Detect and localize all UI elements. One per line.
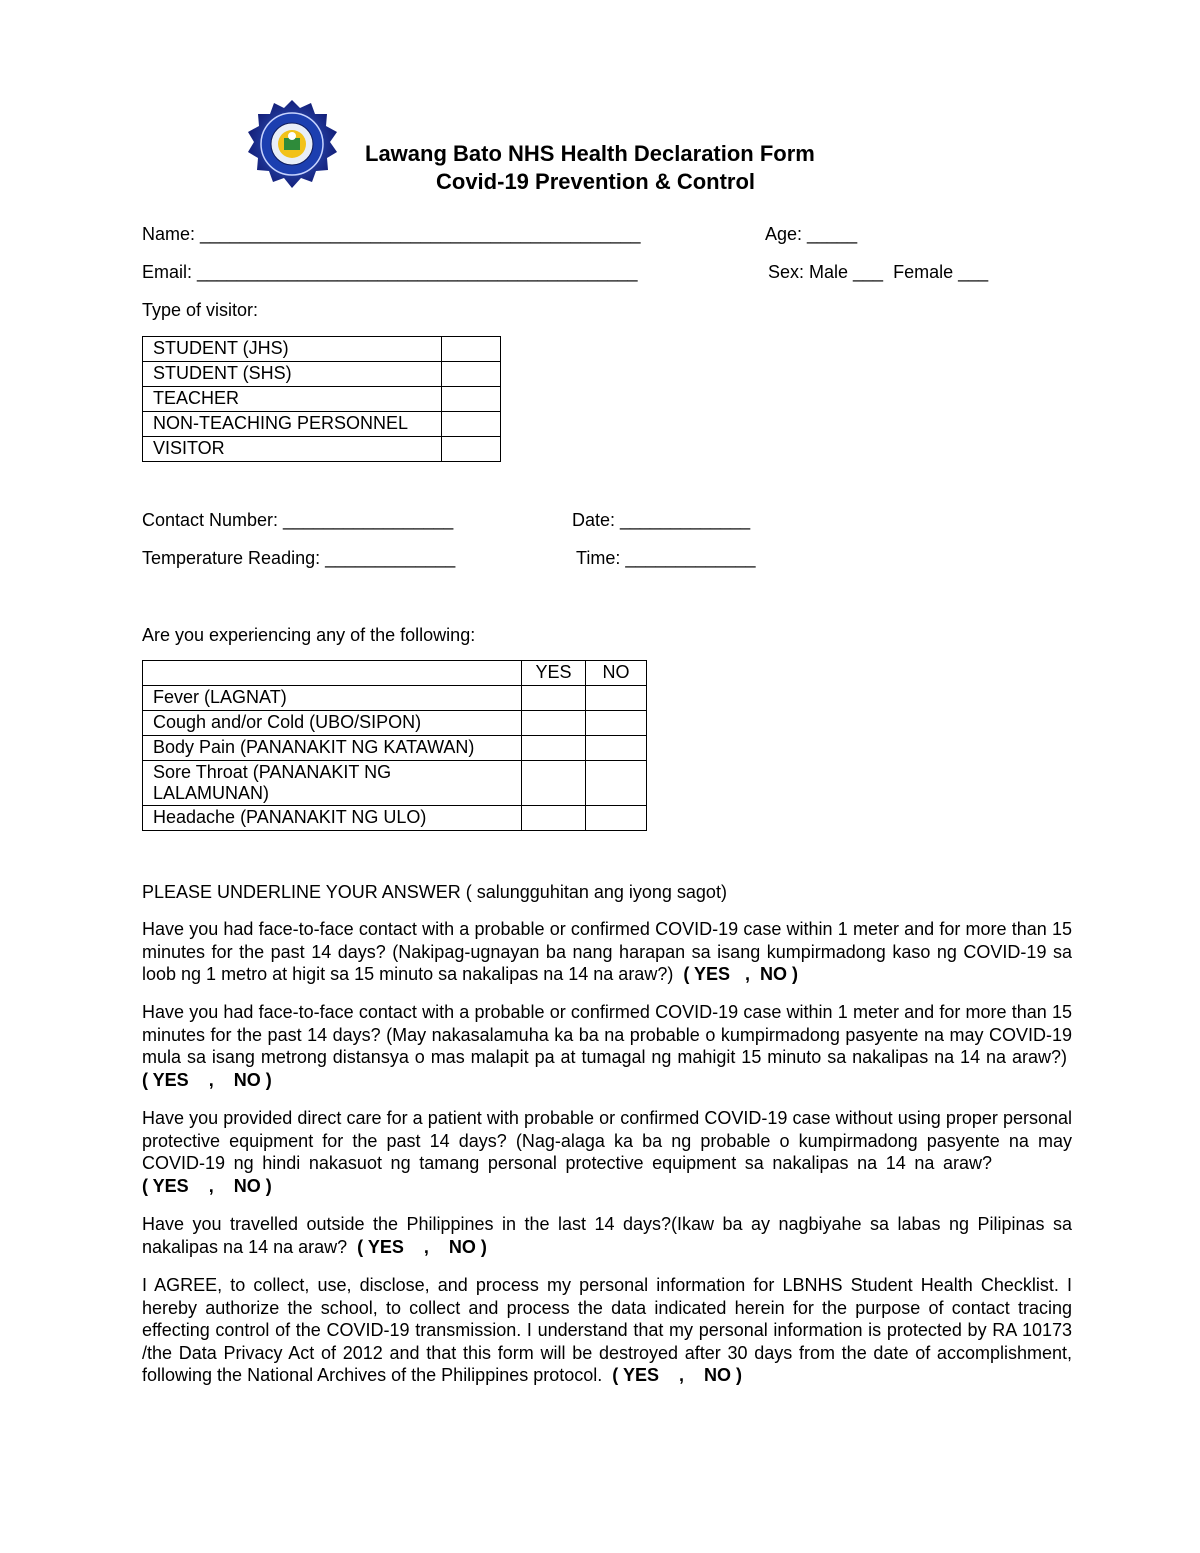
no-cell[interactable] [586,806,647,831]
no-cell[interactable] [586,761,647,806]
header-empty-cell [143,661,522,686]
yes-cell[interactable] [522,711,586,736]
table-row [143,362,501,387]
visitor-type-checkbox-cell[interactable] [442,412,501,437]
table-row [143,387,501,412]
symptom-label: Headache (PANANAKIT NG ULO) [143,806,522,831]
visitor-type-label: VISITOR [143,437,442,462]
question-text: Have you had face-to-face contact with a probable or confirmed COVID-19 case within 1 meter and for more than 15 minutes for the past 14 days? (Nakipag-ugnayan ba nang harapan sa isang kumpirmadong kaso ng COVID-19 sa loob ng 1 metro at higit sa 15 minuto sa nakalipas na 14 na araw?) [142,919,1072,984]
time-field[interactable]: Time: _____________ [576,548,756,568]
no-column-header: NO [586,661,647,686]
yes-cell[interactable] [522,736,586,761]
question-1 [142,918,1072,986]
email-field[interactable]: Email: ____________________________________________ [142,262,638,282]
question-text: Have you travelled outside the Philippines in the last 14 days?(Ikaw ba ay nagbiyahe sa labas ng Pilipinas sa nakalipas na 14 na araw? [142,1214,1072,1257]
name-field[interactable]: Name: ____________________________________________ [142,224,641,244]
visitor-type-label: STUDENT (SHS) [143,362,442,387]
symptom-label: Body Pain (PANANAKIT NG KATAWAN) [143,736,522,761]
table-row [143,337,501,362]
no-cell[interactable] [586,686,647,711]
form-subtitle: Covid-19 Prevention & Control [436,169,756,194]
question-text: Have you provided direct care for a patient with probable or confirmed COVID-19 case without using proper personal protective equipment for the past 14 days? (Nag-alaga ka ba ng probable o kumpirmadong pasyente na may COVID-19 ng hindi nakasuot ng tamang personal protective equipment sa nakalipas na 14 na araw? [142,1108,1072,1173]
yes-no-answer[interactable]: ( YES , NO ) [357,1236,487,1257]
symptom-label: Fever (LAGNAT) [143,686,522,711]
contact-number-field[interactable]: Contact Number: _________________ [142,510,454,530]
question-2 [142,1001,1072,1091]
no-cell[interactable] [586,711,647,736]
yes-no-answer[interactable]: ( YES , NO ) [612,1365,742,1385]
visitor-type-label: TEACHER [143,387,442,412]
age-field[interactable]: Age: _____ [765,224,858,244]
symptoms-question: Are you experiencing any of the following: [142,625,476,645]
type-of-visitor-label: Type of visitor: [142,300,259,320]
yes-cell[interactable] [522,806,586,831]
symptoms-table [142,660,647,831]
yes-cell[interactable] [522,686,586,711]
question-text: Have you had face-to-face contact with a probable or confirmed COVID-19 case within 1 meter and for more than 15 minutes for the past 14 days? (May nakasalamuha ka ba na probable o kumpirmadong pasyente na may COVID-19 mula sa isang metrong distansya o mas malapit pa at tumagal ng mahigit 15 minuto sa nakalipas na 14 na araw?) [142,1002,1072,1067]
visitor-type-table [142,336,501,462]
visitor-type-checkbox-cell[interactable] [442,387,501,412]
consent-text: I AGREE, to collect, use, disclose, and process my personal information for LBNHS Student Health Checklist. I hereby authorize the school, to collect and process the data indicated herein for the purpose of contact tracing effecting control of the COVID-19 transmission. I understand that my personal information is protected by RA 10173 /the Data Privacy Act of 2012 and that this form will be destroyed after 30 days from the date of accomplishment, following the National Archives of the Philippines protocol. [142,1275,1072,1385]
sex-field[interactable]: Sex: Male ___ Female ___ [768,262,989,282]
table-row [143,806,647,831]
symptom-label: Sore Throat (PANANAKIT NG LALAMUNAN) [143,761,522,806]
visitor-type-label: STUDENT (JHS) [143,337,442,362]
table-row [143,761,647,806]
temperature-field[interactable]: Temperature Reading: _____________ [142,548,456,568]
yes-no-answer[interactable]: ( YES , NO ) [142,1175,272,1196]
symptom-label: Cough and/or Cold (UBO/SIPON) [143,711,522,736]
table-row [143,412,501,437]
question-3 [142,1107,1072,1197]
yes-cell[interactable] [522,761,586,806]
visitor-type-checkbox-cell[interactable] [442,337,501,362]
yes-no-answer[interactable]: ( YES , NO ) [142,1069,272,1090]
table-row [143,736,647,761]
date-field[interactable]: Date: _____________ [572,510,751,530]
table-row [143,437,501,462]
question-4 [142,1213,1072,1258]
table-row [143,711,647,736]
no-cell[interactable] [586,736,647,761]
privacy-consent [142,1274,1072,1387]
yes-column-header: YES [522,661,586,686]
underline-instructions: PLEASE UNDERLINE YOUR ANSWER ( salungguhitan ang iyong sagot) [142,882,727,902]
visitor-type-checkbox-cell[interactable] [442,362,501,387]
yes-no-answer[interactable]: ( YES , NO ) [683,964,799,984]
table-row [143,661,647,686]
table-row [143,686,647,711]
visitor-type-checkbox-cell[interactable] [442,437,501,462]
school-seal-logo [244,98,340,194]
visitor-type-label: NON-TEACHING PERSONNEL [143,412,442,437]
form-title: Lawang Bato NHS Health Declaration Form [365,141,815,166]
